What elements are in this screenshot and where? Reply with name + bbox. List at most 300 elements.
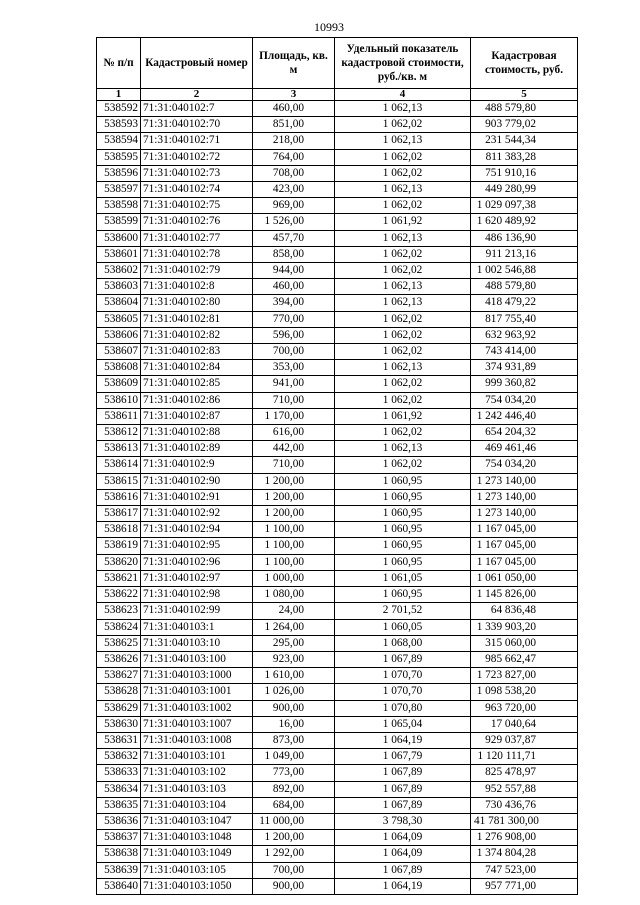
unit-value-cell: 2 701,52 [335, 603, 471, 619]
unit-value-cell: 1 070,80 [335, 700, 471, 716]
cadastral-number-cell: 71:31:040102:79 [141, 263, 253, 279]
unit-value-cell: 1 067,89 [335, 765, 471, 781]
cadastral-value-cell: 1 120 111,71 [471, 749, 578, 765]
row-index-cell: 538620 [97, 554, 141, 570]
unit-value-cell: 1 062,13 [335, 101, 471, 117]
table-row [97, 133, 578, 149]
area-cell: 16,00 [253, 716, 335, 732]
area-cell: 218,00 [253, 133, 335, 149]
cadastral-number-cell: 71:31:040102:72 [141, 149, 253, 165]
unit-value-cell: 1 061,05 [335, 570, 471, 586]
table-row [97, 279, 578, 295]
area-cell: 1 080,00 [253, 587, 335, 603]
cadastral-value-cell: 1 620 489,92 [471, 214, 578, 230]
table-row [97, 214, 578, 230]
table-row [97, 441, 578, 457]
row-index-cell: 538612 [97, 425, 141, 441]
cadastral-value-cell: 817 755,40 [471, 311, 578, 327]
row-index-cell: 538614 [97, 457, 141, 473]
table-row [97, 619, 578, 635]
cadastral-number-cell: 71:31:040103:1047 [141, 813, 253, 829]
cadastral-number-cell: 71:31:040102:82 [141, 327, 253, 343]
cadastral-number-cell: 71:31:040103:104 [141, 797, 253, 813]
column-number: 5 [471, 89, 578, 101]
cadastral-number-cell: 71:31:040103:1002 [141, 700, 253, 716]
cadastral-value-cell: 654 204,32 [471, 425, 578, 441]
cadastral-value-cell: 486 136,90 [471, 230, 578, 246]
table-row [97, 344, 578, 360]
table-row [97, 457, 578, 473]
row-index-cell: 538624 [97, 619, 141, 635]
cadastral-number-cell: 71:31:040102:80 [141, 295, 253, 311]
cadastral-number-cell: 71:31:040102:87 [141, 408, 253, 424]
area-cell: 851,00 [253, 117, 335, 133]
row-index-cell: 538615 [97, 473, 141, 489]
area-cell: 11 000,00 [253, 813, 335, 829]
row-index-cell: 538608 [97, 360, 141, 376]
cadastral-number-cell: 71:31:040102:8 [141, 279, 253, 295]
unit-value-cell: 1 062,13 [335, 441, 471, 457]
cadastral-value-cell: 1 167 045,00 [471, 538, 578, 554]
cadastral-value-cell: 730 436,76 [471, 797, 578, 813]
area-cell: 700,00 [253, 344, 335, 360]
table-row [97, 554, 578, 570]
area-cell: 700,00 [253, 862, 335, 878]
unit-value-cell: 1 060,95 [335, 538, 471, 554]
row-index-cell: 538616 [97, 489, 141, 505]
cadastral-value-cell: 825 478,97 [471, 765, 578, 781]
cadastral-value-cell: 1 002 546,88 [471, 263, 578, 279]
cadastral-value-cell: 999 360,82 [471, 376, 578, 392]
row-index-cell: 538625 [97, 635, 141, 651]
cadastral-number-cell: 71:31:040102:76 [141, 214, 253, 230]
cadastral-value-cell: 911 213,16 [471, 246, 578, 262]
table-row [97, 668, 578, 684]
cadastral-number-cell: 71:31:040102:86 [141, 392, 253, 408]
unit-value-cell: 1 062,02 [335, 246, 471, 262]
unit-value-cell: 1 062,02 [335, 425, 471, 441]
table-row [97, 862, 578, 878]
table-row [97, 311, 578, 327]
cadastral-value-cell: 751 910,16 [471, 165, 578, 181]
table-row [97, 506, 578, 522]
table-row [97, 425, 578, 441]
row-index-cell: 538594 [97, 133, 141, 149]
row-index-cell: 538618 [97, 522, 141, 538]
table-row [97, 327, 578, 343]
cadastral-number-cell: 71:31:040103:100 [141, 651, 253, 667]
table-row [97, 101, 578, 117]
area-cell: 1 264,00 [253, 619, 335, 635]
cadastral-number-cell: 71:31:040102:89 [141, 441, 253, 457]
cadastral-number-cell: 71:31:040103:105 [141, 862, 253, 878]
row-index-cell: 538601 [97, 246, 141, 262]
cadastral-number-cell: 71:31:040103:1048 [141, 830, 253, 846]
row-index-cell: 538606 [97, 327, 141, 343]
area-cell: 773,00 [253, 765, 335, 781]
table-row [97, 538, 578, 554]
area-cell: 1 526,00 [253, 214, 335, 230]
cadastral-value-cell: 754 034,20 [471, 457, 578, 473]
row-index-cell: 538597 [97, 182, 141, 198]
area-cell: 1 100,00 [253, 522, 335, 538]
area-cell: 944,00 [253, 263, 335, 279]
area-cell: 1 000,00 [253, 570, 335, 586]
unit-value-cell: 1 067,89 [335, 797, 471, 813]
page-number: 10993 [314, 20, 344, 34]
table-row [97, 489, 578, 505]
area-cell: 1 200,00 [253, 506, 335, 522]
area-cell: 770,00 [253, 311, 335, 327]
unit-value-cell: 1 067,89 [335, 651, 471, 667]
unit-value-cell: 1 067,79 [335, 749, 471, 765]
unit-value-cell: 1 062,13 [335, 133, 471, 149]
cadastral-value-cell: 1 273 140,00 [471, 489, 578, 505]
unit-value-cell: 1 060,95 [335, 554, 471, 570]
cadastral-value-cell: 1 723 827,00 [471, 668, 578, 684]
unit-value-cell: 1 060,95 [335, 522, 471, 538]
row-index-cell: 538610 [97, 392, 141, 408]
row-index-cell: 538628 [97, 684, 141, 700]
cadastral-number-cell: 71:31:040102:96 [141, 554, 253, 570]
unit-value-cell: 1 060,95 [335, 506, 471, 522]
cadastral-value-cell: 488 579,80 [471, 101, 578, 117]
cadastral-number-cell: 71:31:040102:75 [141, 198, 253, 214]
table-row [97, 651, 578, 667]
cadastral-value-cell: 811 383,28 [471, 149, 578, 165]
cadastral-value-cell: 488 579,80 [471, 279, 578, 295]
unit-value-cell: 1 062,13 [335, 230, 471, 246]
area-cell: 423,00 [253, 182, 335, 198]
cadastral-value-cell: 1 145 826,00 [471, 587, 578, 603]
cadastral-value-cell: 1 029 097,38 [471, 198, 578, 214]
table-body [97, 101, 578, 895]
row-index-cell: 538617 [97, 506, 141, 522]
row-index-cell: 538611 [97, 408, 141, 424]
area-cell: 24,00 [253, 603, 335, 619]
area-cell: 394,00 [253, 295, 335, 311]
unit-value-cell: 1 065,04 [335, 716, 471, 732]
column-number: 4 [335, 89, 471, 101]
table-row [97, 878, 578, 894]
column-number: 1 [97, 89, 141, 101]
cadastral-number-cell: 71:31:040102:88 [141, 425, 253, 441]
area-cell: 1 049,00 [253, 749, 335, 765]
cadastral-number-cell: 71:31:040103:1001 [141, 684, 253, 700]
cadastral-number-cell: 71:31:040103:1049 [141, 846, 253, 862]
table-row [97, 732, 578, 748]
cadastral-value-cell: 903 779,02 [471, 117, 578, 133]
row-index-cell: 538602 [97, 263, 141, 279]
cadastral-value-cell: 632 963,92 [471, 327, 578, 343]
row-index-cell: 538638 [97, 846, 141, 862]
column-header-cadastral-value: Кадастровая стоимость, руб. [471, 38, 578, 89]
table-row [97, 765, 578, 781]
table-row [97, 570, 578, 586]
table-row [97, 198, 578, 214]
row-index-cell: 538605 [97, 311, 141, 327]
table-row [97, 797, 578, 813]
unit-value-cell: 1 064,19 [335, 878, 471, 894]
column-number-row [97, 89, 578, 101]
area-cell: 616,00 [253, 425, 335, 441]
column-header-area: Площадь, кв. м [253, 38, 335, 89]
cadastral-value-cell: 231 544,34 [471, 133, 578, 149]
cadastral-number-cell: 71:31:040102:77 [141, 230, 253, 246]
column-header-index: № п/п [97, 38, 141, 89]
table-row [97, 165, 578, 181]
row-index-cell: 538629 [97, 700, 141, 716]
cadastral-value-cell: 985 662,47 [471, 651, 578, 667]
cadastral-value-cell: 1 242 446,40 [471, 408, 578, 424]
cadastral-value-cell: 747 523,00 [471, 862, 578, 878]
area-cell: 858,00 [253, 246, 335, 262]
cadastral-number-cell: 71:31:040103:102 [141, 765, 253, 781]
cadastral-value-cell: 754 034,20 [471, 392, 578, 408]
unit-value-cell: 1 062,13 [335, 279, 471, 295]
unit-value-cell: 1 062,02 [335, 165, 471, 181]
unit-value-cell: 1 062,13 [335, 360, 471, 376]
unit-value-cell: 1 061,92 [335, 408, 471, 424]
row-index-cell: 538598 [97, 198, 141, 214]
unit-value-cell: 1 062,13 [335, 182, 471, 198]
column-header-unit-value: Удельный показатель кадастровой стоимости, руб./кв. м [335, 38, 471, 89]
area-cell: 873,00 [253, 732, 335, 748]
row-index-cell: 538623 [97, 603, 141, 619]
cadastral-value-cell: 1 061 050,00 [471, 570, 578, 586]
area-cell: 1 100,00 [253, 554, 335, 570]
cadastral-number-cell: 71:31:040102:78 [141, 246, 253, 262]
unit-value-cell: 1 067,89 [335, 781, 471, 797]
cadastral-number-cell: 71:31:040102:9 [141, 457, 253, 473]
column-header-cadastral-number: Кадастровый номер [141, 38, 253, 89]
cadastral-number-cell: 71:31:040102:90 [141, 473, 253, 489]
table-row [97, 700, 578, 716]
cadastral-value-cell: 1 273 140,00 [471, 473, 578, 489]
cadastral-value-cell: 374 931,89 [471, 360, 578, 376]
table-row [97, 846, 578, 862]
table-row [97, 408, 578, 424]
table-row [97, 684, 578, 700]
row-index-cell: 538613 [97, 441, 141, 457]
area-cell: 684,00 [253, 797, 335, 813]
unit-value-cell: 1 062,13 [335, 295, 471, 311]
row-index-cell: 538596 [97, 165, 141, 181]
area-cell: 295,00 [253, 635, 335, 651]
area-cell: 710,00 [253, 392, 335, 408]
cadastral-number-cell: 71:31:040102:95 [141, 538, 253, 554]
cadastral-value-cell: 17 040,64 [471, 716, 578, 732]
cadastral-number-cell: 71:31:040102:83 [141, 344, 253, 360]
cadastral-number-cell: 71:31:040103:1 [141, 619, 253, 635]
row-index-cell: 538636 [97, 813, 141, 829]
area-cell: 764,00 [253, 149, 335, 165]
table-row [97, 295, 578, 311]
cadastral-value-cell: 1 374 804,28 [471, 846, 578, 862]
area-cell: 1 200,00 [253, 830, 335, 846]
unit-value-cell: 1 070,70 [335, 684, 471, 700]
cadastral-number-cell: 71:31:040102:98 [141, 587, 253, 603]
row-index-cell: 538633 [97, 765, 141, 781]
unit-value-cell: 1 067,89 [335, 862, 471, 878]
table-row [97, 716, 578, 732]
cadastral-number-cell: 71:31:040102:91 [141, 489, 253, 505]
unit-value-cell: 1 062,02 [335, 457, 471, 473]
cadastral-number-cell: 71:31:040102:99 [141, 603, 253, 619]
cadastral-value-cell: 469 461,46 [471, 441, 578, 457]
area-cell: 923,00 [253, 651, 335, 667]
table-row [97, 360, 578, 376]
cadastral-number-cell: 71:31:040102:74 [141, 182, 253, 198]
row-index-cell: 538603 [97, 279, 141, 295]
cadastral-value-cell: 1 273 140,00 [471, 506, 578, 522]
row-index-cell: 538635 [97, 797, 141, 813]
cadastral-number-cell: 71:31:040102:70 [141, 117, 253, 133]
row-index-cell: 538631 [97, 732, 141, 748]
cadastral-value-cell: 963 720,00 [471, 700, 578, 716]
cadastral-number-cell: 71:31:040102:81 [141, 311, 253, 327]
table-row [97, 230, 578, 246]
cadastral-value-cell: 418 479,22 [471, 295, 578, 311]
table-header-row [97, 38, 578, 89]
unit-value-cell: 1 062,02 [335, 327, 471, 343]
cadastral-number-cell: 71:31:040103:1008 [141, 732, 253, 748]
area-cell: 353,00 [253, 360, 335, 376]
cadastral-number-cell: 71:31:040102:84 [141, 360, 253, 376]
table-row [97, 263, 578, 279]
table-row [97, 246, 578, 262]
table-row [97, 781, 578, 797]
cadastral-number-cell: 71:31:040102:7 [141, 101, 253, 117]
area-cell: 1 292,00 [253, 846, 335, 862]
table-row [97, 473, 578, 489]
unit-value-cell: 1 062,02 [335, 344, 471, 360]
cadastral-value-cell: 1 339 903,20 [471, 619, 578, 635]
cadastral-value-table [96, 37, 578, 895]
unit-value-cell: 1 068,00 [335, 635, 471, 651]
area-cell: 596,00 [253, 327, 335, 343]
unit-value-cell: 1 062,02 [335, 117, 471, 133]
cadastral-number-cell: 71:31:040103:1007 [141, 716, 253, 732]
row-index-cell: 538599 [97, 214, 141, 230]
cadastral-number-cell: 71:31:040102:97 [141, 570, 253, 586]
unit-value-cell: 1 062,02 [335, 392, 471, 408]
row-index-cell: 538621 [97, 570, 141, 586]
column-number: 2 [141, 89, 253, 101]
table-row [97, 635, 578, 651]
area-cell: 1 026,00 [253, 684, 335, 700]
cadastral-number-cell: 71:31:040103:101 [141, 749, 253, 765]
unit-value-cell: 1 060,05 [335, 619, 471, 635]
cadastral-number-cell: 71:31:040103:1000 [141, 668, 253, 684]
row-index-cell: 538622 [97, 587, 141, 603]
area-cell: 1 170,00 [253, 408, 335, 424]
unit-value-cell: 1 062,02 [335, 311, 471, 327]
row-index-cell: 538595 [97, 149, 141, 165]
cadastral-value-cell: 64 836,48 [471, 603, 578, 619]
unit-value-cell: 1 060,95 [335, 489, 471, 505]
area-cell: 1 100,00 [253, 538, 335, 554]
cadastral-number-cell: 71:31:040102:94 [141, 522, 253, 538]
table-row [97, 813, 578, 829]
cadastral-value-cell: 1 167 045,00 [471, 554, 578, 570]
area-cell: 1 200,00 [253, 473, 335, 489]
area-cell: 1 610,00 [253, 668, 335, 684]
unit-value-cell: 1 064,09 [335, 846, 471, 862]
cadastral-value-cell: 957 771,00 [471, 878, 578, 894]
table-row [97, 117, 578, 133]
cadastral-number-cell: 71:31:040103:10 [141, 635, 253, 651]
unit-value-cell: 1 061,92 [335, 214, 471, 230]
area-cell: 460,00 [253, 279, 335, 295]
row-index-cell: 538609 [97, 376, 141, 392]
unit-value-cell: 1 062,02 [335, 149, 471, 165]
row-index-cell: 538600 [97, 230, 141, 246]
row-index-cell: 538607 [97, 344, 141, 360]
area-cell: 969,00 [253, 198, 335, 214]
cadastral-number-cell: 71:31:040102:71 [141, 133, 253, 149]
table-row [97, 587, 578, 603]
table-row [97, 522, 578, 538]
row-index-cell: 538632 [97, 749, 141, 765]
table-row [97, 392, 578, 408]
area-cell: 457,70 [253, 230, 335, 246]
area-cell: 442,00 [253, 441, 335, 457]
cadastral-number-cell: 71:31:040103:1050 [141, 878, 253, 894]
unit-value-cell: 1 062,02 [335, 263, 471, 279]
area-cell: 1 200,00 [253, 489, 335, 505]
cadastral-value-cell: 743 414,00 [471, 344, 578, 360]
area-cell: 460,00 [253, 101, 335, 117]
table-row [97, 182, 578, 198]
unit-value-cell: 3 798,30 [335, 813, 471, 829]
table-row [97, 376, 578, 392]
column-number: 3 [253, 89, 335, 101]
table-row [97, 603, 578, 619]
row-index-cell: 538626 [97, 651, 141, 667]
row-index-cell: 538637 [97, 830, 141, 846]
area-cell: 900,00 [253, 878, 335, 894]
cadastral-number-cell: 71:31:040102:92 [141, 506, 253, 522]
table-row [97, 149, 578, 165]
table-row [97, 749, 578, 765]
cadastral-value-cell: 1 276 908,00 [471, 830, 578, 846]
cadastral-value-cell: 449 280,99 [471, 182, 578, 198]
row-index-cell: 538639 [97, 862, 141, 878]
cadastral-value-cell: 315 060,00 [471, 635, 578, 651]
unit-value-cell: 1 070,70 [335, 668, 471, 684]
row-index-cell: 538604 [97, 295, 141, 311]
row-index-cell: 538592 [97, 101, 141, 117]
row-index-cell: 538634 [97, 781, 141, 797]
unit-value-cell: 1 060,95 [335, 587, 471, 603]
unit-value-cell: 1 062,02 [335, 198, 471, 214]
cadastral-number-cell: 71:31:040103:103 [141, 781, 253, 797]
cadastral-value-cell: 952 557,88 [471, 781, 578, 797]
unit-value-cell: 1 062,02 [335, 376, 471, 392]
row-index-cell: 538619 [97, 538, 141, 554]
row-index-cell: 538627 [97, 668, 141, 684]
cadastral-number-cell: 71:31:040102:73 [141, 165, 253, 181]
cadastral-number-cell: 71:31:040102:85 [141, 376, 253, 392]
row-index-cell: 538640 [97, 878, 141, 894]
area-cell: 892,00 [253, 781, 335, 797]
table-row [97, 830, 578, 846]
unit-value-cell: 1 064,09 [335, 830, 471, 846]
cadastral-value-cell: 929 037,87 [471, 732, 578, 748]
cadastral-value-cell: 1 098 538,20 [471, 684, 578, 700]
area-cell: 710,00 [253, 457, 335, 473]
